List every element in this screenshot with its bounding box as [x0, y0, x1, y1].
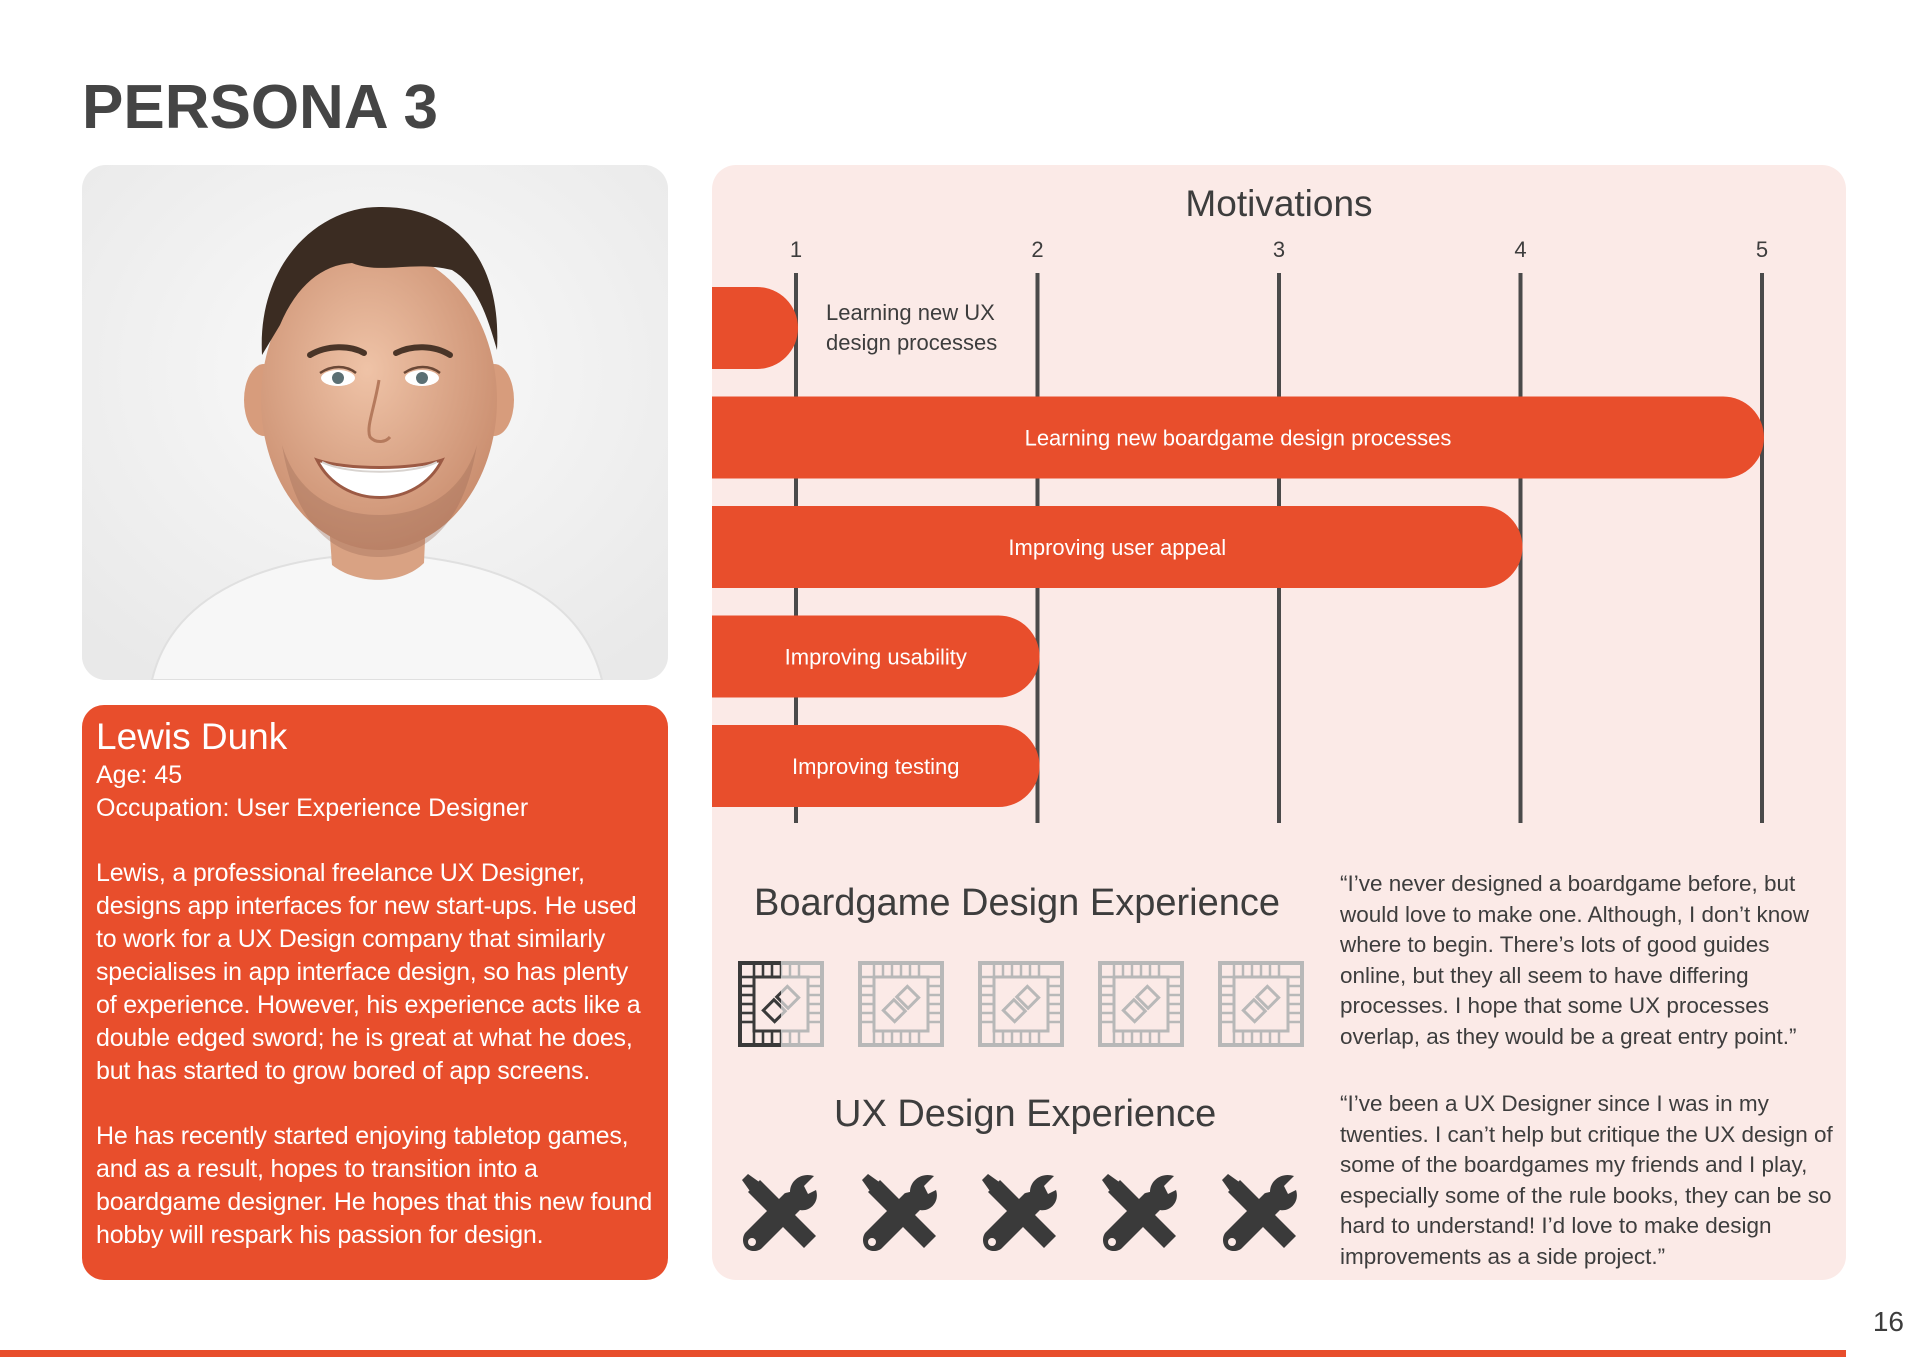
board-icon [1098, 961, 1184, 1047]
persona-bio-card [82, 705, 668, 1280]
bar-label-4: Improving testing [791, 754, 960, 779]
quote-ux: “I’ve been a UX Designer since I was in my twenties. I can’t help but critique the UX design of some of the boardgames my friends and I play, especially some of the rule books, they can be so hard to understand! I’d love to make design improvements as a side project.” [1340, 1091, 1833, 1269]
persona-name: Lewis Dunk [96, 716, 288, 757]
tick-label-1: 1 [789, 237, 803, 262]
bar-2 [712, 506, 1523, 588]
board-icon [858, 961, 944, 1047]
bar-label-1: Learning new boardgame design processes [1024, 425, 1452, 451]
tools-icon [738, 1170, 824, 1256]
tools-icon [978, 1170, 1064, 1256]
boardgame-experience-title: Boardgame Design Experience [754, 882, 1280, 924]
tick-label-3: 3 [1272, 237, 1286, 262]
footer-bar [0, 1350, 1846, 1357]
board-icon [738, 961, 824, 1047]
chart-title: Motivations [1185, 183, 1373, 224]
bar-3 [712, 616, 1040, 698]
tools-icon [1218, 1170, 1304, 1256]
board-icon [1218, 961, 1304, 1047]
bar-shape-0 [712, 287, 798, 369]
quote-boardgame: “I’ve never designed a boardgame before, but would love to make one. Although, I don’t know where to begin. There’s lots of good guides online, but they all seem to have differing processes. I hope that some UX processes overlap, as they would be a great entry point.” [1340, 871, 1810, 1049]
motivations-panel [712, 165, 1846, 1280]
bar-label-0: Learning new UX [826, 300, 995, 325]
motivations-chart [712, 165, 1846, 845]
bar-4 [712, 725, 1040, 807]
board-icon [978, 961, 1064, 1047]
tools-icon [1098, 1170, 1184, 1256]
bar-label-2: Improving user appeal [1008, 535, 1227, 560]
portrait-illustration [82, 165, 668, 680]
tick-label-4: 4 [1514, 237, 1527, 262]
bar-label-3: Improving usability [784, 644, 967, 670]
persona-description-2: He has recently started enjoying tabletop games, and as a result, hopes to transition into a boardgame designer. He hopes that this new found hobby will respark his passion for design. [96, 1122, 653, 1249]
bar-1 [712, 397, 1764, 479]
ux-experience-title: UX Design Experience [834, 1093, 1217, 1135]
persona-photo [82, 165, 668, 680]
persona-age: Age: 45 [96, 761, 183, 789]
page-number: 16 [1872, 1306, 1904, 1337]
tools-icon [858, 1170, 944, 1256]
persona-description-1: Lewis, a professional freelance UX Designer, designs app interfaces for new start-ups. He used to work for a UX Design company that similarly specialises in app interface design, so has plenty of experience. However, his experience acts like a double edged sword; he is great at what he does, but has started to grow bored of app screens. [96, 859, 641, 1085]
tick-label-5: 5 [1755, 237, 1769, 262]
bar-label-0: design processes [826, 330, 998, 355]
tick-label-2: 2 [1031, 237, 1044, 262]
bar-0 [712, 287, 997, 369]
persona-occupation: Occupation: User Experience Designer [96, 794, 529, 822]
page-title: PERSONA 3 [82, 73, 439, 142]
